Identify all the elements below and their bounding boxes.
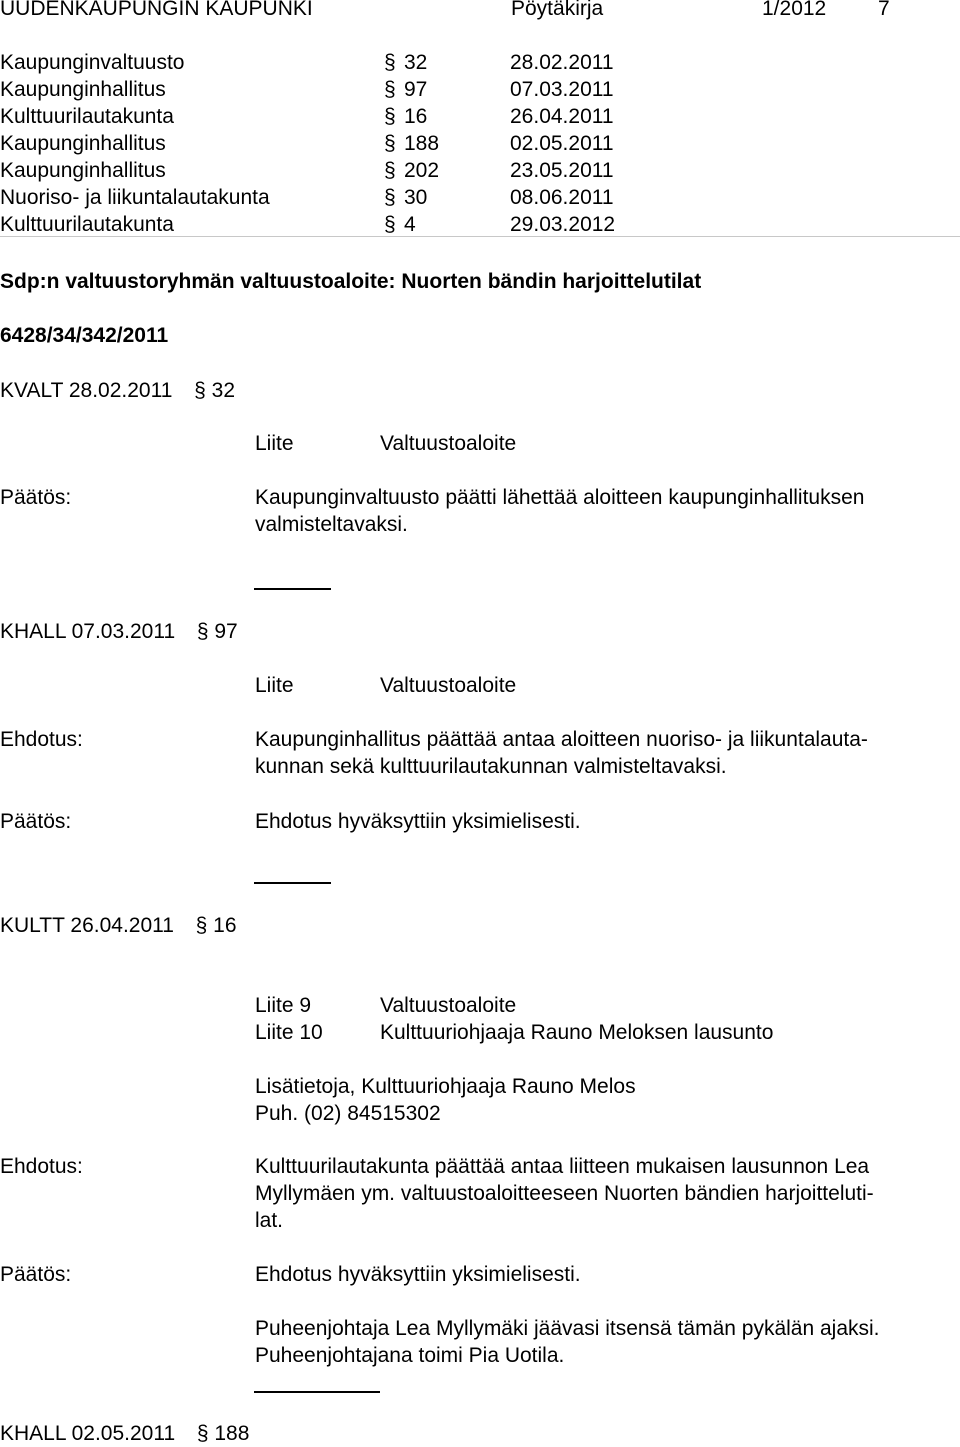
kultt-attachment-title: Valtuustoaloite [380,994,517,1017]
section-sign-icon: § [384,78,396,101]
history-row [0,49,960,76]
history-section: 202 [404,159,440,182]
kultt-heading-text: KULTT 26.04.2011 [0,914,174,937]
kultt-heading [0,912,237,939]
kvalt-attachment-title: Valtuustoaloite [380,432,517,455]
section-end-rule [254,882,331,884]
page-number: 7 [878,0,890,20]
kultt-attachment-label: Liite 10 [255,1021,323,1044]
kultt-proposal-label: Ehdotus: [0,1155,83,1178]
kultt-section-number: 16 [213,914,237,937]
section-end-rule [254,1391,380,1393]
history-row [0,103,960,130]
kvalt-decision-line1: Kaupunginvaltuusto päätti lähettää aloitteen kaupunginhallituksen [255,486,865,509]
section-end-rule [254,588,331,590]
history-row [0,130,960,157]
kvalt-decision-label: Päätös: [0,486,72,509]
history-body: Kaupunginhallitus [0,159,166,182]
history-date: 29.03.2012 [510,213,616,236]
kultt-note-line2: Puheenjohtajana toimi Pia Uotila. [255,1344,565,1367]
kvalt-heading-text: KVALT 28.02.2011 [0,379,173,402]
history-row [0,157,960,184]
history-date: 28.02.2011 [510,51,614,74]
org-name: UUDENKAUPUNGIN KAUPUNKI [0,0,313,20]
history-body: Kulttuurilautakunta [0,105,174,128]
kultt-note-line1: Puheenjohtaja Lea Myllymäki jäävasi itsensä tämän pykälän ajaksi. [255,1317,880,1340]
section-sign-icon: § [384,213,396,236]
history-date: 26.04.2011 [510,105,614,128]
history-body: Nuoriso- ja liikuntalautakunta [0,186,270,209]
history-section: 188 [404,132,440,155]
history-body: Kulttuurilautakunta [0,213,174,236]
khall1-proposal-line1: Kaupunginhallitus päättää antaa aloitteen nuoriso- ja liikuntalauta- [255,728,868,751]
history-date: 02.05.2011 [510,132,614,155]
section-sign-icon: § [196,1422,209,1445]
khall1-decision-label: Päätös: [0,810,72,833]
kvalt-section-number: 32 [211,379,235,402]
history-body: Kaupunginvaltuusto [0,51,185,74]
khall1-attachment-label: Liite [255,674,294,697]
case-number: 6428/34/342/2011 [0,324,169,347]
history-body: Kaupunginhallitus [0,132,166,155]
history-section: 97 [404,78,428,101]
history-row [0,211,960,238]
khall1-attachment-title: Valtuustoaloite [380,674,517,697]
kultt-info-line1: Lisätietoja, Kulttuuriohjaaja Rauno Melos [255,1075,636,1098]
khall1-heading [0,618,238,645]
kultt-attachment-title: Kulttuuriohjaaja Rauno Meloksen lausunto [380,1021,774,1044]
khall1-section-number: 97 [214,620,238,643]
history-section: 32 [404,51,428,74]
history-row [0,76,960,103]
section-sign-icon: § [384,51,396,74]
history-section: 4 [404,213,416,236]
khall1-decision-text: Ehdotus hyväksyttiin yksimielisesti. [255,810,581,833]
section-sign-icon: § [384,186,396,209]
khall1-proposal-line2: kunnan sekä kulttuurilautakunnan valmisteltavaksi. [255,755,727,778]
kultt-decision-text: Ehdotus hyväksyttiin yksimielisesti. [255,1263,581,1286]
section-sign-icon: § [384,132,396,155]
kultt-proposal-line2: Myllymäen ym. valtuustoaloitteeseen Nuorten bändien harjoitteluti- [255,1182,874,1205]
kultt-attachment-label: Liite 9 [255,994,312,1017]
history-section: 16 [404,105,428,128]
kvalt-heading [0,377,235,404]
history-body: Kaupunginhallitus [0,78,166,101]
page-title: Sdp:n valtuustoryhmän valtuustoaloite: Nuorten bändin harjoittelutilat [0,270,702,293]
history-section: 30 [404,186,428,209]
history-date: 23.05.2011 [510,159,614,182]
section-sign-icon: § [384,159,396,182]
history-date: 07.03.2011 [510,78,614,101]
kultt-proposal-line1: Kulttuurilautakunta päättää antaa liitteen mukaisen lausunnon Lea [255,1155,870,1178]
section-sign-icon: § [196,620,209,643]
kultt-decision-label: Päätös: [0,1263,72,1286]
khall2-section-number: 188 [214,1422,250,1445]
history-date: 08.06.2011 [510,186,614,209]
kultt-proposal-line3: lat. [255,1209,284,1232]
section-sign-icon: § [194,379,206,402]
kvalt-decision-line2: valmisteltavaksi. [255,513,408,536]
history-divider [0,236,960,237]
khall2-heading-text: KHALL 02.05.2011 [0,1422,176,1445]
doc-type: Pöytäkirja [511,0,604,20]
kultt-info-line2: Puh. (02) 84515302 [255,1102,441,1125]
kvalt-attachment-label: Liite [255,432,294,455]
khall2-heading [0,1420,249,1447]
khall1-proposal-label: Ehdotus: [0,728,83,751]
section-sign-icon: § [195,914,208,937]
history-row [0,184,960,211]
section-sign-icon: § [384,105,396,128]
doc-number: 1/2012 [762,0,827,20]
khall1-heading-text: KHALL 07.03.2011 [0,620,176,643]
